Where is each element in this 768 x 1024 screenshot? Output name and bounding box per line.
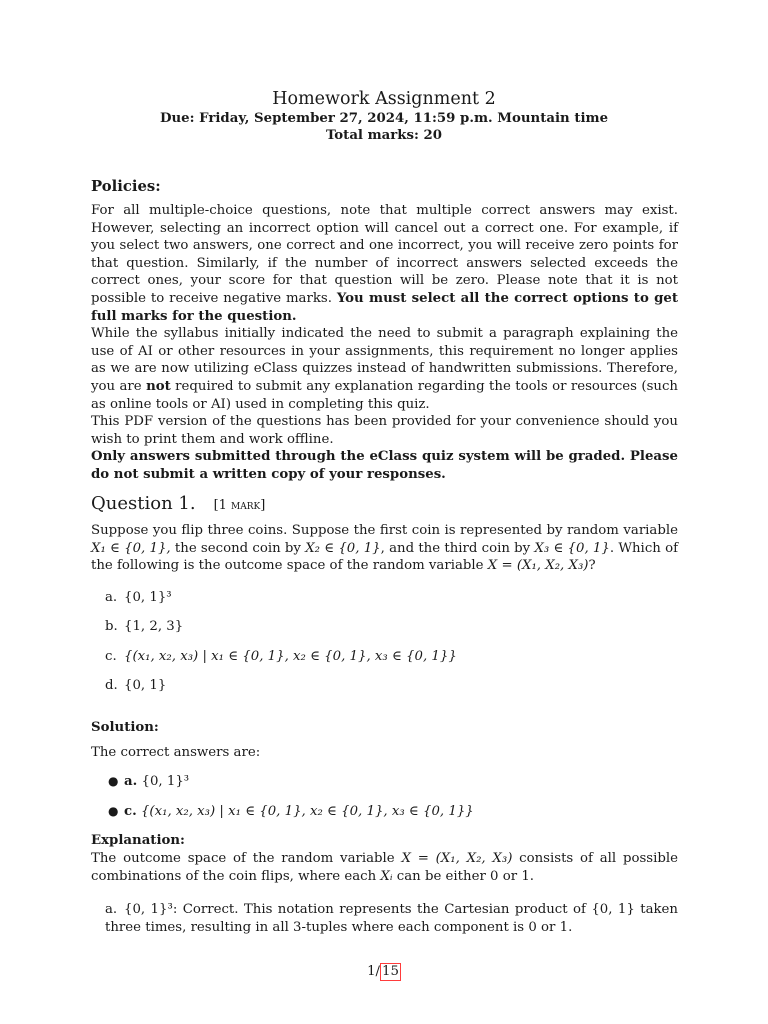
explanation-text-1: The outcome space of the random variable bbox=[91, 851, 402, 866]
explanation-math-xi: Xᵢ bbox=[380, 868, 393, 884]
answer-label: a. bbox=[124, 774, 138, 789]
bullet-icon: ● bbox=[108, 804, 119, 818]
item-label: a. bbox=[105, 902, 118, 917]
answer-text: {0, 1}³ bbox=[141, 774, 190, 789]
option-d bbox=[105, 677, 166, 695]
stem-text-3: , and the third coin by bbox=[380, 540, 535, 556]
answer-bullet-c bbox=[108, 803, 474, 821]
question-1-stem-text bbox=[91, 522, 678, 575]
question-1-heading bbox=[91, 493, 265, 517]
total-pages-link[interactable]: 15 bbox=[382, 964, 399, 979]
page-separator: / bbox=[375, 964, 381, 979]
policies-text-2b: required to submit any explanation regarding the tools or resources (such as online tools or AI) used in completing this quiz. bbox=[91, 378, 678, 412]
policies-text-1: For all multiple-choice questions, note that multiple correct answers may exist. However, selecting an incorrect option will cancel out a correct one. For example, if you select two answers, one correct and one incorrect, you will receive zero points for that question. Similarly, if the number of incorrect answers selected exceeds the correct ones, your score for that question will be zero. Please note that it is not possible to receive negative marks. bbox=[91, 203, 678, 306]
policies-paragraph-2 bbox=[91, 325, 678, 413]
option-text: {(x₁, x₂, x₃) | x₁ ∈ {0, 1}, x₂ ∈ {0, 1}, x₃ ∈ {0, 1}} bbox=[124, 649, 457, 664]
total-marks: Total marks: 20 bbox=[325, 128, 443, 143]
option-a bbox=[105, 589, 172, 607]
policies-paragraph-4: Only answers submitted through the eClass quiz system will be graded. Please do not submit a written copy of your responses. bbox=[91, 449, 678, 482]
option-label: d. bbox=[105, 678, 118, 693]
item-text: : Correct. This notation represents the Cartesian product of {0, 1} taken three times, resulting in all 3-tuples where each component is 0 or 1. bbox=[105, 902, 678, 935]
solution-heading: Solution: bbox=[91, 720, 159, 735]
stem-math-x1: X₁ ∈ {0, 1}, bbox=[91, 540, 171, 556]
solution-intro: The correct answers are: bbox=[91, 745, 261, 760]
policies-paragraph-1 bbox=[91, 202, 678, 325]
page-number: 1 bbox=[367, 964, 376, 979]
option-label: a. bbox=[105, 590, 118, 605]
document-header bbox=[0, 88, 768, 144]
option-text: {1, 2, 3} bbox=[124, 619, 184, 634]
answer-label: c. bbox=[124, 804, 137, 819]
explanation-heading: Explanation: bbox=[91, 833, 185, 848]
policies-heading: Policies: bbox=[91, 178, 161, 195]
bullet-icon: ● bbox=[108, 774, 119, 788]
option-b bbox=[105, 618, 183, 636]
explanation-body bbox=[91, 850, 678, 885]
question-1-title: Question 1. bbox=[91, 493, 196, 514]
assignment-title: Homework Assignment 2 bbox=[272, 89, 496, 109]
answer-text: {(x₁, x₂, x₃) | x₁ ∈ {0, 1}, x₂ ∈ {0, 1}, x₃ ∈ {0, 1}} bbox=[140, 804, 474, 819]
option-text: {0, 1} bbox=[124, 678, 167, 693]
option-text: {0, 1}³ bbox=[124, 590, 172, 605]
policies-section bbox=[91, 202, 678, 484]
stem-text-1: Suppose you flip three coins. Suppose the first coin is represented by random variable bbox=[91, 523, 678, 538]
stem-text-2: the second coin by bbox=[170, 540, 306, 556]
stem-text-5: ? bbox=[588, 558, 596, 574]
due-date: Due: Friday, September 27, 2024, 11:59 p.m. Mountain time bbox=[159, 111, 609, 126]
question-1-stem bbox=[91, 522, 678, 575]
stem-text-4: . Which of the following is the outcome space of the random variable bbox=[91, 540, 678, 574]
item-math: {0, 1}³ bbox=[124, 902, 173, 917]
policies-text-2a: While the syllabus initially indicated the need to submit a paragraph explaining the use of AI or other resources in your assignments, this requirement no longer applies as we are now utilizing eClass quizzes instead of handwritten submissions. Therefore, you are bbox=[91, 326, 678, 394]
explanation-paragraph bbox=[91, 850, 678, 885]
policies-paragraph-3: This PDF version of the questions has been provided for your convenience should you wish to print them and work offline. bbox=[91, 414, 678, 447]
option-label: b. bbox=[105, 619, 118, 634]
policies-emphasis-not: not bbox=[146, 378, 171, 394]
stem-math-x: X = (X₁, X₂, X₃) bbox=[487, 558, 589, 574]
question-1-marks: [1 mark] bbox=[213, 498, 266, 513]
policies-emphasis-1: You must select all the correct options to get full marks for the question. bbox=[91, 290, 679, 324]
explanation-text-2: consists of all possible combinations of the coin flips, where each bbox=[91, 851, 678, 884]
answer-bullet-a bbox=[108, 773, 189, 791]
stem-math-x3: X₃ ∈ {0, 1} bbox=[534, 540, 610, 556]
option-c bbox=[105, 648, 457, 666]
stem-math-x2: X₂ ∈ {0, 1} bbox=[305, 540, 381, 556]
page-footer bbox=[0, 963, 768, 981]
explanation-text-3: can be either 0 or 1. bbox=[392, 868, 535, 884]
explanation-math-x: X = (X₁, X₂, X₃) bbox=[401, 851, 513, 866]
option-label: c. bbox=[105, 649, 117, 664]
explanation-item-a bbox=[105, 901, 678, 936]
